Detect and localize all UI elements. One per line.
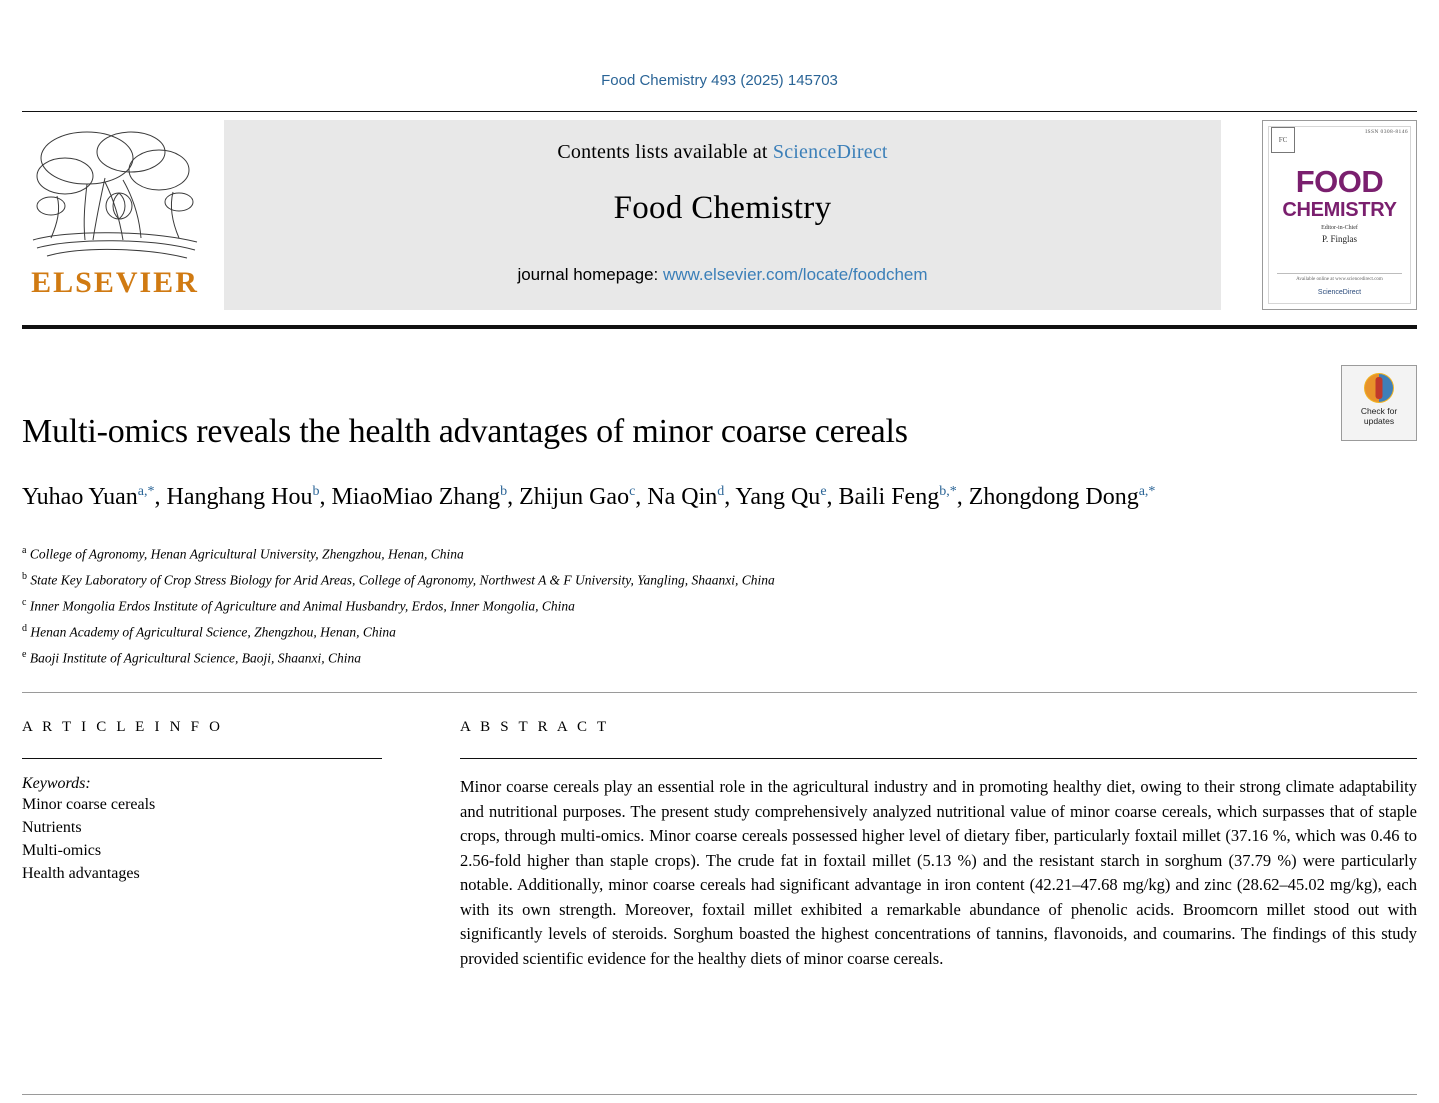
author-item (647, 484, 735, 510)
cover-footer-note: Available online at www.sciencedirect.com (1296, 277, 1383, 282)
author-name: Hanghang Hou (166, 484, 313, 510)
author-separator: , (154, 484, 167, 510)
abstract-column (460, 719, 1417, 971)
cover-editor-label: Editor-in-Chief (1321, 225, 1358, 231)
author-item (839, 484, 969, 510)
homepage-prefix: journal homepage: (517, 265, 663, 284)
author-separator: , (826, 484, 839, 510)
cover-title-line2: CHEMISTRY (1282, 199, 1397, 221)
affiliation-text: Inner Mongolia Erdos Institute of Agriculture and Animal Husbandry, Erdos, Inner Mongolia, China (29, 598, 575, 614)
affiliation-mark: d (22, 623, 27, 634)
affiliation-mark: e (22, 649, 27, 660)
journal-title: Food Chemistry (613, 190, 832, 226)
author-affiliation-mark: d (717, 484, 725, 499)
journal-masthead (22, 111, 1417, 319)
author-affiliation-mark: c (629, 484, 636, 499)
affiliation-list (22, 540, 1417, 670)
info-abstract-columns (22, 719, 1417, 971)
affiliation-item (22, 592, 1417, 618)
affiliation-text: Baoji Institute of Agricultural Science, Baoji, Shaanxi, China (29, 650, 362, 666)
crossmark-icon (1362, 371, 1396, 405)
author-item (969, 484, 1156, 510)
homepage-line (224, 265, 1221, 285)
author-list (22, 475, 1202, 514)
elsevier-logo (22, 122, 208, 312)
author-name: MiaoMiao Zhang (331, 484, 501, 510)
author-name: Zhijun Gao (519, 484, 630, 510)
abstract-text: Minor coarse cereals play an essential role in the agricultural industry and in promoting healthy diet, owing to their strong climate adaptability and nutritional purposes. The present study comprehensively analyzed nutritional value of minor coarse cereals, which surpasses that of staple crops, through multi-omics. Minor coarse cereals possessed higher level of dietary fiber, particularly foxtail millet (37.16 %, which was 0.46 to 2.56-fold higher than staple crops). The crude fat in foxtail millet (5.13 %) and the resistant starch in sorghum (37.79 %) were particularly notable. Additionally, minor coarse cereals had significant advantage in iron content (42.21–47.68 mg/kg) and zinc (28.62–45.02 mg/kg), each with its own strength. Moreover, foxtail millet exhibited a remarkable abundance of phenolic acids. Broomcorn millet stood out with significantly levels of steroids. Sorghum boasted the highest concentrations of tannins, flavonoids, and coumarins. The findings of this study provided scientific evidence for the healthy diets of minor coarse cereals. (460, 777, 1417, 968)
cover-divider (1277, 273, 1402, 274)
journal-homepage-link[interactable]: www.elsevier.com/locate/foodchem (662, 265, 928, 284)
contents-line (224, 120, 1221, 164)
header-divider (22, 692, 1417, 693)
author-separator: , (956, 484, 969, 510)
affiliation-mark: a (22, 545, 27, 556)
contents-prefix: Contents lists available at (557, 141, 773, 163)
author-item (166, 484, 331, 510)
affiliation-item (22, 566, 1417, 592)
keyword-item: Nutrients (22, 819, 82, 836)
author-affiliation-mark: a,* (137, 484, 155, 499)
keyword-item: Minor coarse cereals (22, 796, 156, 813)
author-name: Yuhao Yuan (22, 484, 138, 510)
affiliation-mark: c (22, 597, 27, 608)
keywords-label: Keywords: (22, 775, 91, 792)
article-info-column (22, 719, 422, 971)
article-info-heading: A R T I C L E I N F O (22, 719, 224, 735)
abstract-divider (460, 758, 1417, 759)
page-title: Multi-omics reveals the health advantages of minor coarse cereals (22, 413, 908, 450)
affiliation-item (22, 644, 1417, 670)
author-name: Zhongdong Dong (968, 484, 1139, 510)
author-separator: , (319, 484, 332, 510)
author-separator: , (635, 484, 648, 510)
article-info-divider (22, 758, 382, 759)
footer-divider (22, 1094, 1417, 1095)
author-name: Yang Qu (735, 484, 821, 510)
author-name: Na Qin (647, 484, 718, 510)
article-content (22, 329, 1417, 971)
author-separator: , (724, 484, 736, 510)
crossmark-line1: Check for (1360, 406, 1398, 416)
keyword-item: Health advantages (22, 865, 140, 882)
author-item (331, 484, 519, 510)
author-affiliation-mark: b (500, 484, 508, 499)
author-separator: , (507, 484, 520, 510)
author-item (22, 484, 166, 510)
author-item (519, 484, 647, 510)
journal-cover-thumbnail[interactable] (1262, 120, 1417, 310)
affiliation-text: College of Agronomy, Henan Agricultural University, Zhengzhou, Henan, China (29, 546, 464, 562)
elsevier-wordmark: ELSEVIER (31, 266, 199, 299)
author-affiliation-mark: b (312, 484, 320, 499)
cover-issn: ISSN 0308-8146 (1365, 129, 1408, 135)
author-affiliation-mark: e (820, 484, 827, 499)
journal-banner (224, 120, 1221, 310)
abstract-heading: A B S T R A C T (460, 719, 610, 735)
affiliation-mark: b (22, 571, 27, 582)
author-item (735, 484, 838, 510)
author-affiliation-mark: b,* (939, 484, 957, 499)
crossmark-line2: updates (1363, 416, 1395, 426)
cover-platform-label: ScienceDirect (1317, 289, 1362, 296)
crossmark-badge[interactable] (1341, 365, 1417, 441)
affiliation-item (22, 540, 1417, 566)
column-gap (422, 719, 460, 971)
cover-editor-name: P. Finglas (1321, 234, 1357, 244)
cover-title-line1: FOOD (1295, 164, 1384, 199)
cover-logo-mark: FC (1271, 127, 1295, 153)
running-head: Food Chemistry 493 (2025) 145703 (601, 72, 838, 89)
sciencedirect-link[interactable]: ScienceDirect (772, 141, 888, 163)
author-name: Baili Feng (838, 484, 940, 510)
keyword-item: Multi-omics (22, 842, 102, 859)
elsevier-tree-icon (27, 122, 203, 264)
author-affiliation-mark: a,* (1138, 484, 1156, 499)
affiliation-text: Henan Academy of Agricultural Science, Zhengzhou, Henan, China (30, 624, 396, 640)
affiliation-text: State Key Laboratory of Crop Stress Biology for Arid Areas, College of Agronomy, Northwest A & F University, Yangling, Shaanxi, China (30, 572, 775, 588)
affiliation-item (22, 618, 1417, 644)
